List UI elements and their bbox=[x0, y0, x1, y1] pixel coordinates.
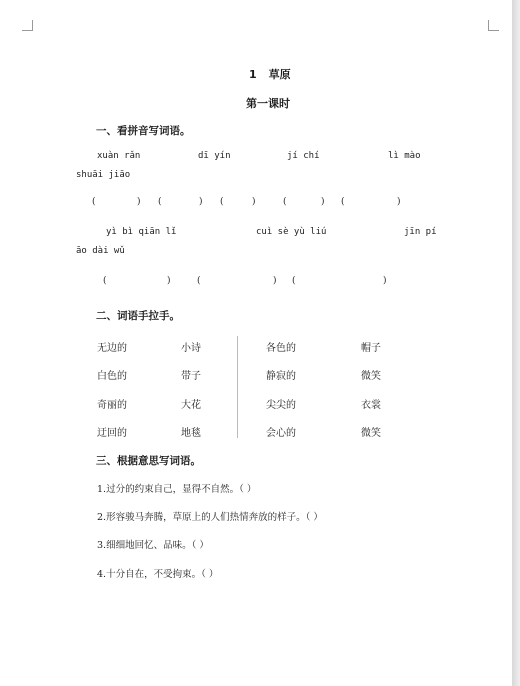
word-item: 各色的 bbox=[266, 343, 296, 354]
answer-bracket-close: ) bbox=[383, 276, 387, 286]
answer-bracket-close: ) bbox=[252, 197, 256, 207]
word-item: 静寂的 bbox=[266, 371, 296, 382]
section1-heading: 一、看拼音写词语。 bbox=[96, 125, 191, 137]
answer-bracket-open: ( bbox=[92, 197, 96, 207]
answer-bracket-close: ) bbox=[397, 197, 401, 207]
word-item: 微笑 bbox=[361, 371, 381, 382]
answer-bracket-open: ( bbox=[292, 276, 296, 286]
word-item: 奇丽的 bbox=[97, 400, 127, 411]
section3-heading: 三、根据意思写词语。 bbox=[96, 455, 201, 467]
word-item: 尖尖的 bbox=[266, 400, 296, 411]
pinyin-item: jí chí bbox=[287, 151, 320, 161]
pinyin-item: xuàn rǎn bbox=[97, 151, 141, 161]
section2-heading: 二、词语手拉手。 bbox=[96, 310, 180, 322]
question-item: 1.过分的约束自己，显得不自然。（ ） bbox=[97, 484, 257, 495]
column-divider bbox=[237, 336, 238, 438]
word-item: 带子 bbox=[181, 371, 201, 382]
lesson-number: 1 bbox=[249, 68, 257, 81]
answer-bracket-open: ( bbox=[220, 197, 224, 207]
answer-bracket-close: ) bbox=[137, 197, 141, 207]
answer-bracket-close: ) bbox=[321, 197, 325, 207]
word-item: 白色的 bbox=[97, 371, 127, 382]
answer-bracket-open: ( bbox=[158, 197, 162, 207]
answer-bracket-close: ) bbox=[273, 276, 277, 286]
lesson-title: 草原 bbox=[268, 68, 291, 81]
answer-bracket-open: ( bbox=[283, 197, 287, 207]
pinyin-item: lì mào bbox=[388, 151, 421, 161]
pinyin-item: yì bì qiān lǐ bbox=[106, 227, 177, 237]
question-item: 4.十分自在，不受拘束。（ ） bbox=[97, 569, 219, 580]
page-edge-shadow bbox=[512, 0, 520, 686]
question-item: 2.形容骏马奔腾，草原上的人们热情奔放的样子。（ ） bbox=[97, 512, 323, 523]
answer-bracket-close: ) bbox=[167, 276, 171, 286]
crop-mark-top-right bbox=[488, 20, 499, 31]
word-item: 无边的 bbox=[97, 343, 127, 354]
pinyin-item: āo dài wǔ bbox=[76, 246, 125, 256]
word-item: 地毯 bbox=[181, 428, 201, 439]
answer-bracket-open: ( bbox=[103, 276, 107, 286]
word-item: 迂回的 bbox=[97, 428, 127, 439]
word-item: 帽子 bbox=[361, 343, 381, 354]
crop-mark-top-left bbox=[22, 20, 33, 31]
lesson-heading bbox=[249, 66, 291, 82]
pinyin-item: cuì sè yù liú bbox=[256, 227, 327, 237]
word-item: 衣裳 bbox=[361, 400, 381, 411]
pinyin-item: dī yín bbox=[198, 151, 231, 161]
answer-bracket-open: ( bbox=[341, 197, 345, 207]
word-item: 会心的 bbox=[266, 428, 296, 439]
word-item: 微笑 bbox=[361, 428, 381, 439]
answer-bracket-close: ) bbox=[199, 197, 203, 207]
word-item: 大花 bbox=[181, 400, 201, 411]
answer-bracket-open: ( bbox=[197, 276, 201, 286]
pinyin-item: shuāi jiāo bbox=[76, 170, 131, 180]
question-item: 3.细细地回忆、品味。（ ） bbox=[97, 540, 209, 551]
lesson-subtitle: 第一课时 bbox=[246, 97, 290, 110]
word-item: 小诗 bbox=[181, 343, 201, 354]
pinyin-item: jīn pí bbox=[404, 227, 437, 237]
